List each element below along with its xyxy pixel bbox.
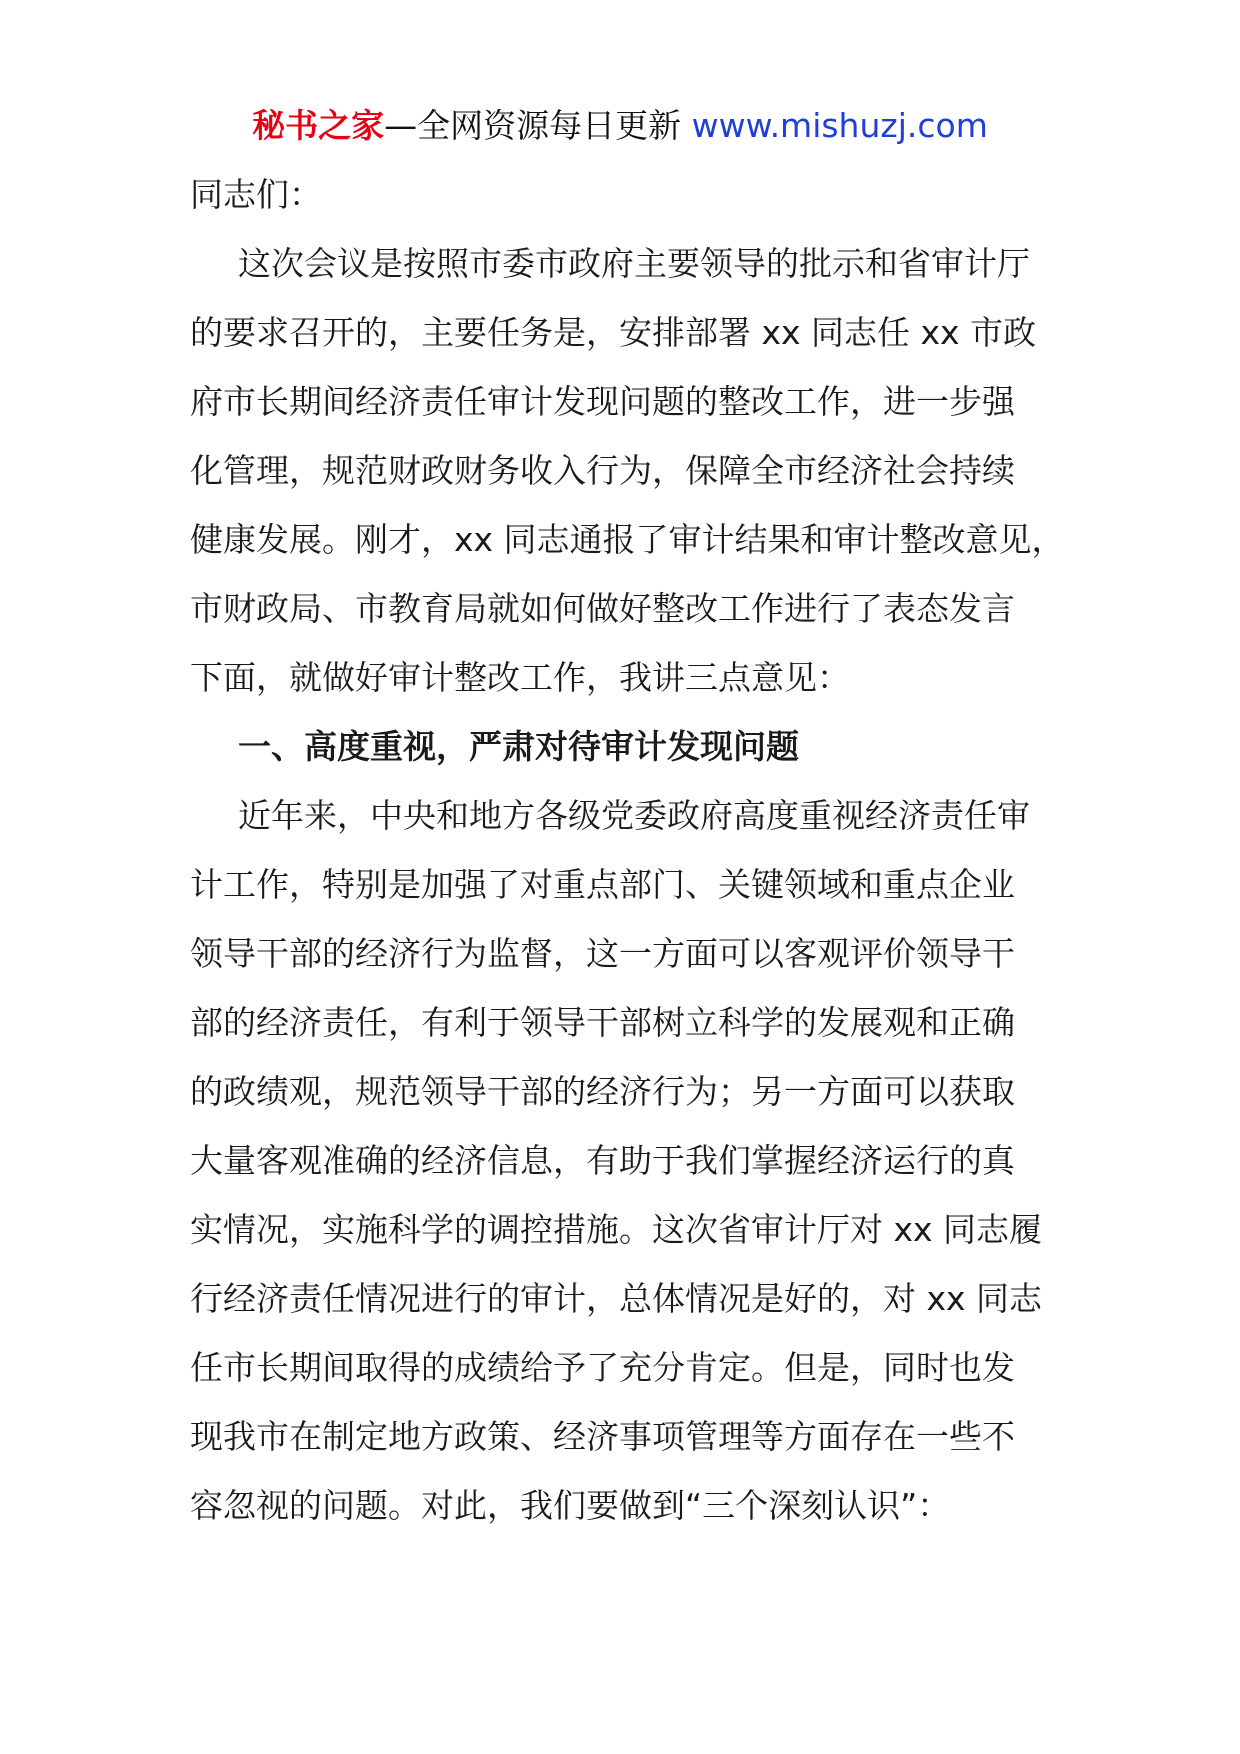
- site-url-link[interactable]: www.mishuzj.com: [691, 106, 988, 145]
- greeting: 同志们：: [190, 175, 322, 214]
- brand-name: 秘书之家: [252, 106, 385, 145]
- text-line: 现我市在制定地方政策、经济事项管理等方面存在一些不: [190, 1417, 1015, 1456]
- text-line: 的要求召开的，主要任务是，安排部署 xx 同志任 xx 市政: [190, 313, 1037, 352]
- text-line: 近年来，中央和地方各级党委政府高度重视经济责任审: [238, 796, 1030, 835]
- text-line: 这次会议是按照市委市政府主要领导的批示和省审计厅: [238, 244, 1030, 283]
- banner-slogan: —全网资源每日更新: [384, 106, 682, 145]
- text-line: 健康发展。刚才，xx 同志通报了审计结果和审计整改意见，: [190, 520, 1065, 559]
- text-line: 容忽视的问题。对此，我们要做到“三个深刻认识”：: [190, 1486, 951, 1525]
- section-heading: 一、高度重视，严肃对待审计发现问题: [238, 727, 799, 766]
- text-line: 府市长期间经济责任审计发现问题的整改工作，进一步强: [190, 382, 1015, 421]
- document-body: [190, 160, 1070, 1540]
- text-line: 市财政局、市教育局就如何做好整改工作进行了表态发言: [190, 589, 1015, 628]
- text-line: 的政绩观，规范领导干部的经济行为；另一方面可以获取: [190, 1072, 1015, 1111]
- text-line: 领导干部的经济行为监督，这一方面可以客观评价领导干: [190, 934, 1015, 973]
- text-line: 行经济责任情况进行的审计，总体情况是好的，对 xx 同志: [190, 1279, 1043, 1318]
- site-banner: [0, 104, 1240, 148]
- text-line: 部的经济责任，有利于领导干部树立科学的发展观和正确: [190, 1003, 1015, 1042]
- paragraph-2: [190, 781, 1070, 1540]
- text-line: 任市长期间取得的成绩给予了充分肯定。但是，同时也发: [190, 1348, 1015, 1387]
- paragraph-1: [190, 229, 1070, 712]
- text-line: 化管理，规范财政财务收入行为，保障全市经济社会持续: [190, 451, 1015, 490]
- text-line: 计工作，特别是加强了对重点部门、关键领域和重点企业: [190, 865, 1015, 904]
- text-line: 大量客观准确的经济信息，有助于我们掌握经济运行的真: [190, 1141, 1015, 1180]
- text-line: 下面，就做好审计整改工作，我讲三点意见：: [190, 658, 850, 697]
- text-line: 实情况，实施科学的调控措施。这次省审计厅对 xx 同志履: [190, 1210, 1043, 1249]
